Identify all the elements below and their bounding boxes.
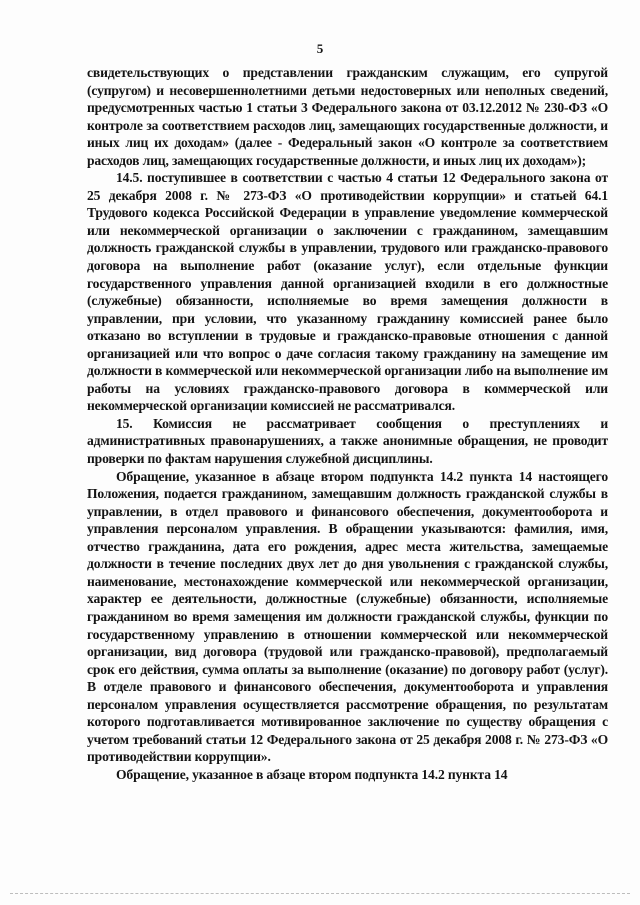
- paragraph-continuation: свидетельствующих о представлении гражданским служащим, его супругой (супругом) и несовершеннолетними детьми недостоверных или неполных сведений, предусмотренных частью 1 статьи 3 Федерального закона от 03.12.2012 № 230-ФЗ «О контроле за соответствием расходов лиц, замещающих государственные должности, и иных лиц их доходам» (далее - Федеральный закон «О контроле за соответствием расходов лиц, замещающих государственные должности, и иных лиц их доходам»);: [87, 65, 608, 168]
- page-number: 5: [316, 41, 324, 56]
- body-text: [87, 64, 608, 783]
- scan-bottom-edge: [10, 893, 630, 894]
- paragraph-appeal-next: Обращение, указанное в абзаце втором подпункта 14.2 пункта 14: [116, 766, 508, 782]
- paragraph-15: 15. Комиссия не рассматривает сообщения о преступлениях и административных правонарушениях, а также анонимные обращения, не проводит проверки по фактам нарушения служебной дисциплины.: [87, 415, 608, 467]
- paragraph-appeal-procedure: Обращение, указанное в абзаце втором подпункта 14.2 пункта 14 настоящего Положения, подается гражданином, замещавшим должность гражданской службы в управлении, в отдел правового и финансового обеспечения, документооборота и управления персоналом управления. В обращении указываются: фамилия, имя, отчество гражданина, дата его рождения, адрес места жительства, замещаемые должности в течение последних двух лет до дня увольнения с гражданской службы, наименование, местонахождение коммерческой или некоммерческой организации, характер ее деятельности, должностные (служебные) обязанности, исполняемые гражданином во время замещения им должности гражданской службы, функции по государственному управлению в отношении коммерческой или некоммерческой организации, вид договора (трудовой или гражданско-правовой), предполагаемый срок его действия, сумма оплаты за выполнение (оказание) по договору работ (услуг). В отделе правового и финансового обеспечения, документооборота и управления персоналом управления осуществляется рассмотрение обращения, по результатам которого подготавливается мотивированное заключение по существу обращения с учетом требований статьи 12 Федерального закона от 25 декабря 2008 г. № 273-ФЗ «О противодействии коррупции».: [87, 468, 608, 765]
- paragraph-14-5: 14.5. поступившее в соответствии с частью 4 статьи 12 Федерального закона от 25 декабря 2008 г. № 273-ФЗ «О противодействии коррупции» и статьей 64.1 Трудового кодекса Российской Федерации в управление уведомление коммерческой или некоммерческой организации о заключении с гражданином, замещавшим должность гражданской службы в управлении, трудового или гражданско-правового договора на выполнение работ (оказание услуг), если отдельные функции государственного управления данной организацией входили в его должностные (служебные) обязанности, исполняемые во время замещения должности в управлении, при условии, что указанному гражданину комиссией ранее было отказано во вступлении в трудовые и гражданско-правовые отношения с данной организацией или что вопрос о даче согласия такому гражданину на замещение им должности в коммерческой или некоммерческой организации либо на выполнение им работы на условиях гражданско-правового договора в коммерческой или некоммерческой организации комиссией не рассматривался.: [87, 170, 608, 414]
